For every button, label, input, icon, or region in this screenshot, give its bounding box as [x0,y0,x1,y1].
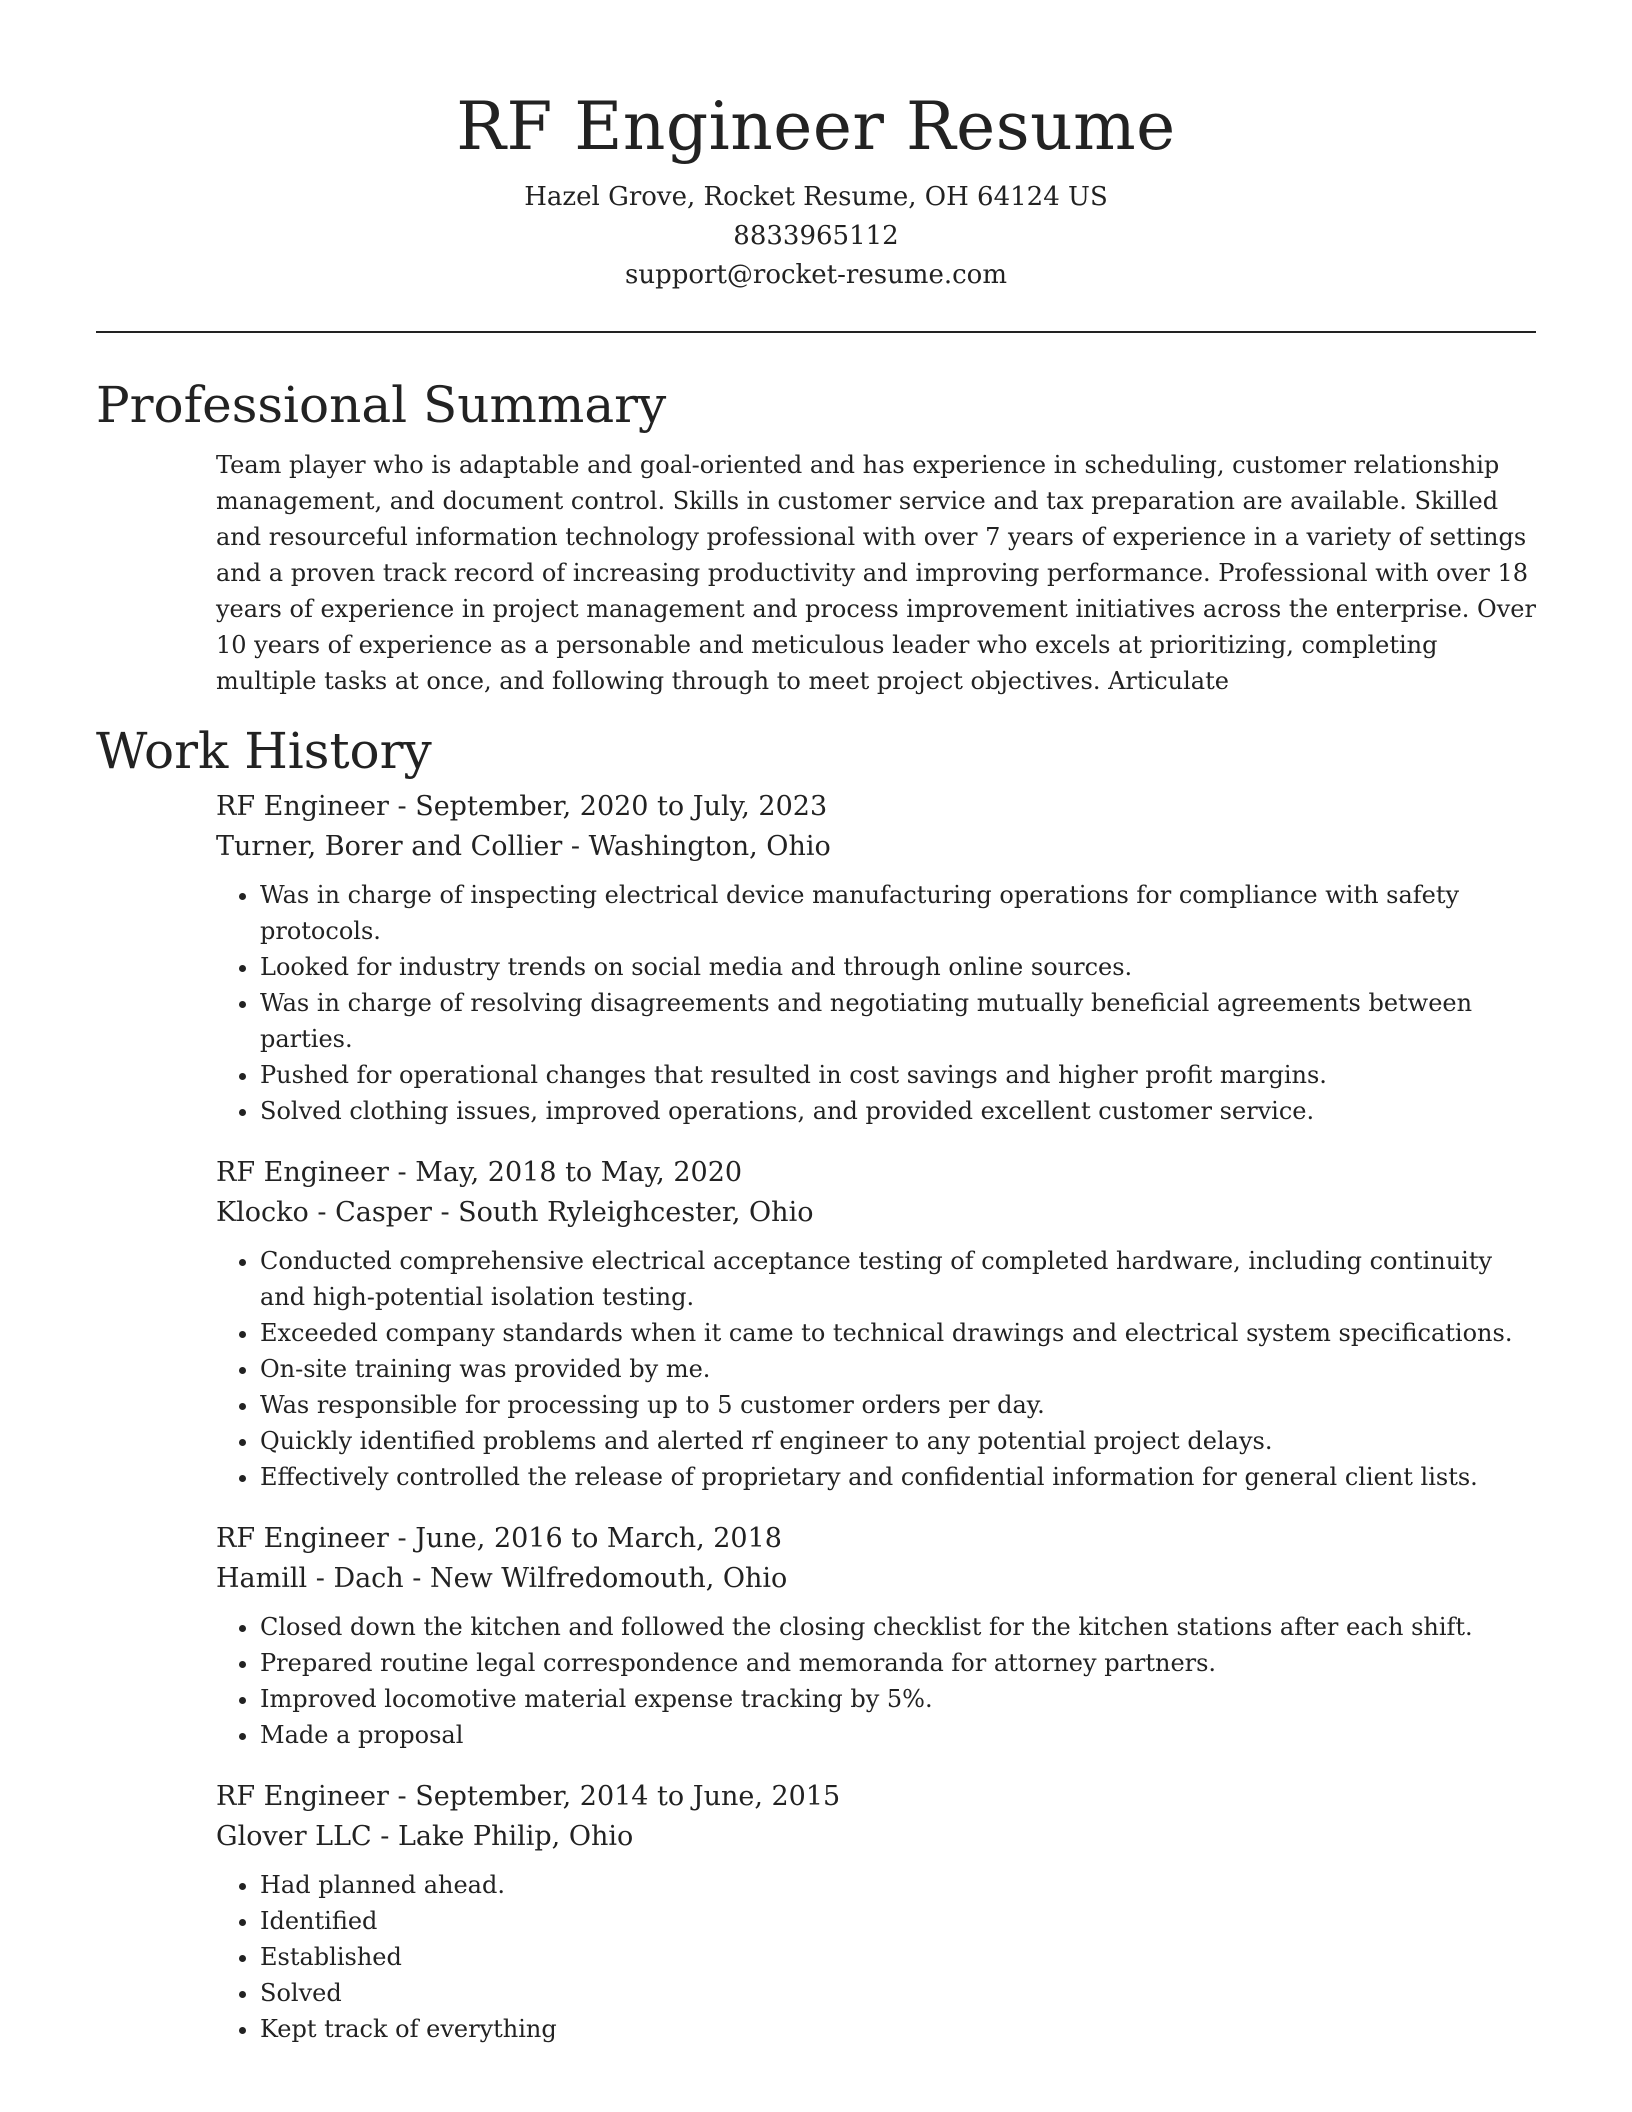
job-bullet: • Made a proposal [260,1717,1536,1753]
address-text: Hazel Grove, Rocket Resume, OH 64124 US [524,182,1108,212]
job-bullet: • Was responsible for processing up to 5 customer orders per day. [260,1387,1536,1423]
job-bullet: • Solved clothing issues, improved operations, and provided excellent customer service. [260,1093,1536,1129]
job-bullet: • Effectively controlled the release of proprietary and confidential information for general client lists. [260,1459,1536,1495]
job-bullet: • Established [260,1939,1536,1975]
job-bullet-list [216,877,1536,1129]
summary-text: Team player who is adaptable and goal-oriented and has experience in scheduling, customer relationship management, and document control. Skills in customer service and tax preparation are available. Skilled and resourceful information technology professional with over 7 years of experience in a variety of settings and a proven track record of increasing productivity and improving performance. Professional with over 18 years of experience in project management and process improvement initiatives across the enterprise. Over 10 years of experience as a personable and meticulous leader who excels at prioritizing, completing multiple tasks at once, and following through to meet project objectives. Articulate [216,451,1536,695]
job-bullet: • Exceeded company standards when it came to technical drawings and electrical system specifications. [260,1315,1536,1351]
job-bullet: • On-site training was provided by me. [260,1351,1536,1387]
contact-block [96,178,1536,295]
job-entry [216,1153,1536,1495]
job-entry [216,1519,1536,1753]
job-bullet: • Looked for industry trends on social media and through online sources. [260,949,1536,985]
page-title: RF Engineer Resume [456,88,1176,165]
job-bullet-list [216,1867,1536,2047]
job-bullet: • Quickly identified problems and alerted rf engineer to any potential project delays. [260,1423,1536,1459]
job-bullet: • Pushed for operational changes that resulted in cost savings and higher profit margins. [260,1057,1536,1093]
job-company-location: Klocko - Casper - South Ryleighcester, Ohio [216,1197,814,1228]
job-bullet: • Was in charge of inspecting electrical device manufacturing operations for compliance with safety protocols. [260,877,1536,949]
header-divider [96,331,1536,333]
job-role-dates: RF Engineer - September, 2014 to June, 2015 [216,1781,841,1812]
job-bullet-list [216,1609,1536,1753]
work-history-heading: Work History [96,722,432,780]
job-role-dates: RF Engineer - September, 2020 to July, 2023 [216,791,828,822]
job-bullet: • Had planned ahead. [260,1867,1536,1903]
job-company-location: Hamill - Dach - New Wilfredomouth, Ohio [216,1563,788,1594]
job-role-dates: RF Engineer - June, 2016 to March, 2018 [216,1523,782,1554]
job-role-dates: RF Engineer - May, 2018 to May, 2020 [216,1157,743,1188]
job-bullet: • Solved [260,1975,1536,2011]
job-bullet: • Prepared routine legal correspondence and memoranda for attorney partners. [260,1645,1536,1681]
resume-page [96,0,1536,2071]
email-text: support@rocket-resume.com [624,260,1007,290]
job-bullet: • Improved locomotive material expense tracking by 5%. [260,1681,1536,1717]
job-bullet: • Kept track of everything [260,2011,1536,2047]
job-company-location: Glover LLC - Lake Philip, Ohio [216,1821,634,1852]
job-entry [216,1777,1536,2047]
summary-heading: Professional Summary [96,376,667,434]
job-bullet: • Closed down the kitchen and followed the closing checklist for the kitchen stations after each shift. [260,1609,1536,1645]
phone-text: 8833965112 [733,221,899,251]
job-entry [216,787,1536,1129]
job-company-location: Turner, Borer and Collier - Washington, Ohio [216,831,831,862]
job-bullet: • Conducted comprehensive electrical acceptance testing of completed hardware, including continuity and high-potential isolation testing. [260,1243,1536,1315]
work-history-list [216,787,1536,2047]
job-bullet-list [216,1243,1536,1495]
job-bullet: • Identified [260,1903,1536,1939]
job-bullet: • Was in charge of resolving disagreements and negotiating mutually beneficial agreements between parties. [260,985,1536,1057]
